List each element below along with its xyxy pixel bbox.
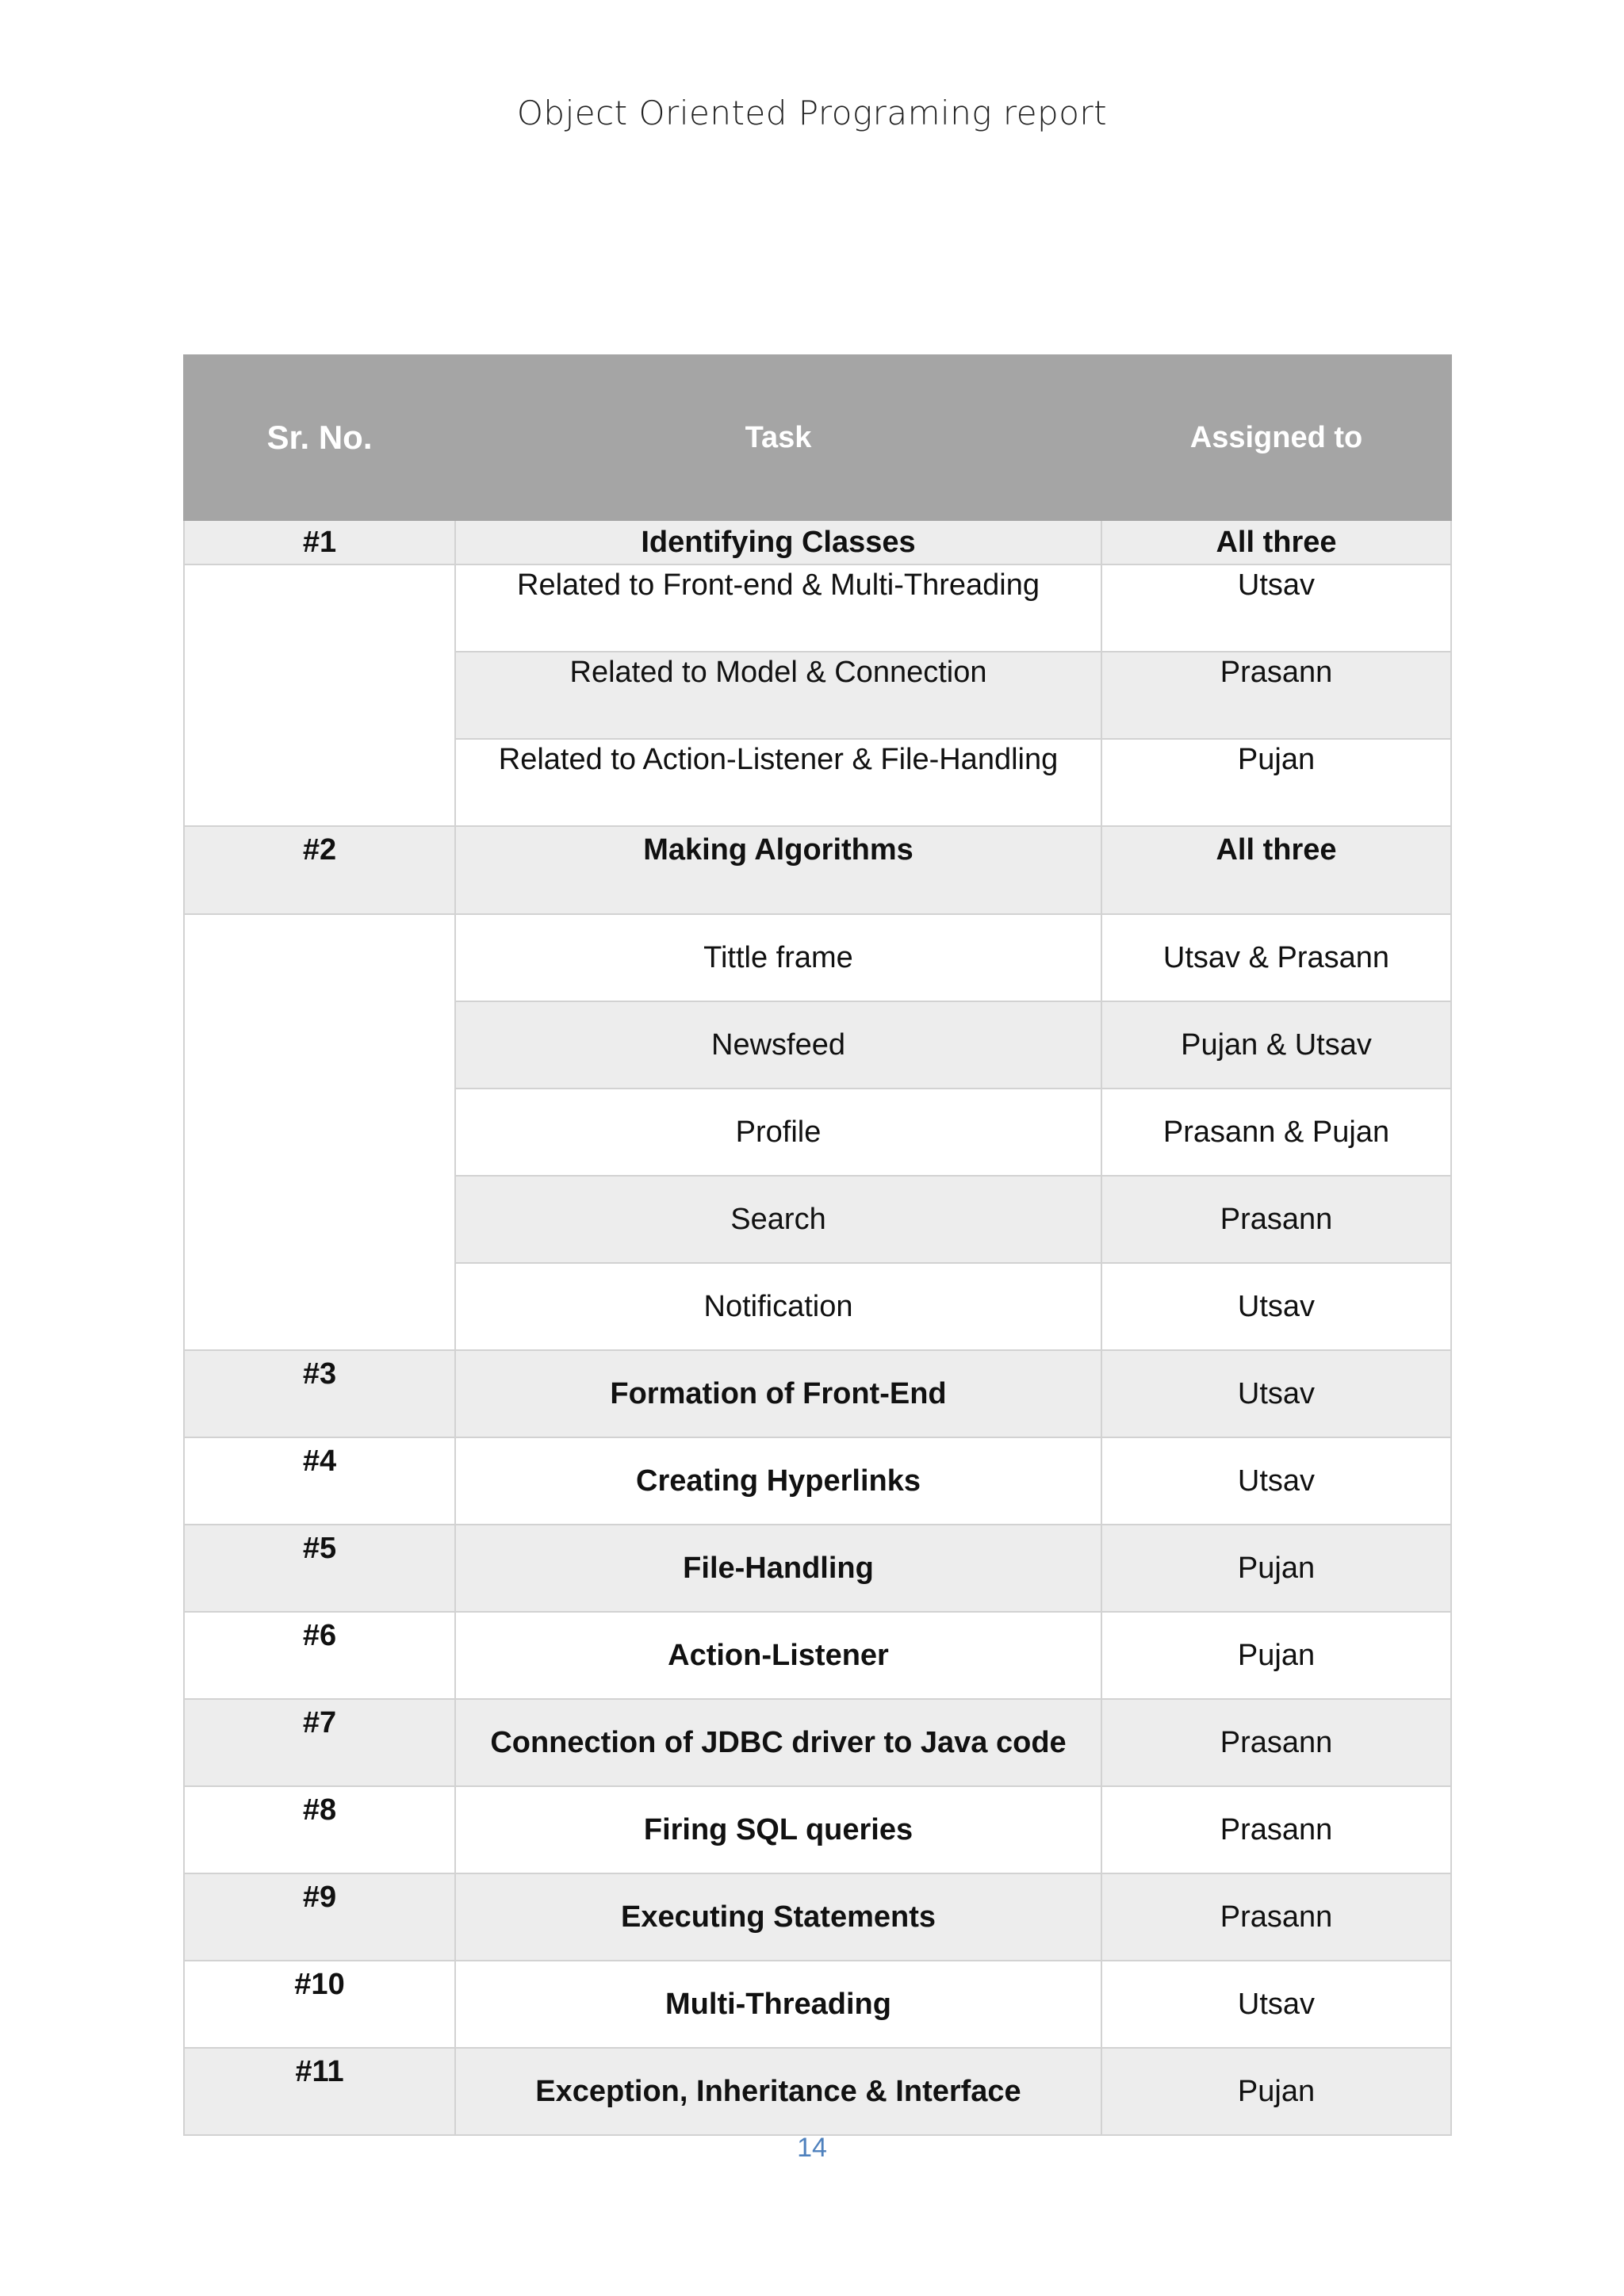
sr-no-cell	[184, 1873, 455, 1961]
column-header-assigned-to: Assigned to	[1101, 355, 1451, 520]
column-header-task: Task	[455, 355, 1101, 520]
assigned-cell: Utsav	[1101, 1350, 1451, 1437]
table-row	[184, 2048, 1451, 2135]
assigned-cell	[1101, 652, 1451, 739]
task-cell: Executing Statements	[455, 1873, 1101, 1961]
sr-no-cell	[184, 1786, 455, 1873]
sr-no-text: #5	[302, 1532, 337, 1565]
assigned-cell	[1101, 826, 1451, 914]
table-row	[184, 1437, 1451, 1525]
task-cell	[455, 564, 1101, 652]
assigned-cell: Utsav	[1101, 1961, 1451, 2048]
assigned-cell: All three	[1101, 520, 1451, 564]
assigned-cell: Pujan & Utsav	[1101, 1001, 1451, 1089]
task-cell: File-Handling	[455, 1525, 1101, 1612]
assigned-cell: Utsav & Prasann	[1101, 914, 1451, 1001]
sr-no-text: #2	[302, 833, 337, 867]
sr-no-cell	[184, 1437, 455, 1525]
sr-no-cell	[184, 1525, 455, 1612]
sr-no-cell-empty	[184, 564, 455, 826]
sr-no-cell	[184, 1699, 455, 1786]
task-cell: Search	[455, 1176, 1101, 1263]
task-cell	[455, 826, 1101, 914]
task-cell: Firing SQL queries	[455, 1786, 1101, 1873]
sr-no-text: #6	[302, 1619, 337, 1652]
assigned-cell: Pujan	[1101, 1612, 1451, 1699]
table-row	[184, 826, 1451, 914]
table-row	[184, 914, 1451, 1001]
sr-no-text: #11	[295, 2055, 344, 2088]
assigned-cell	[1101, 564, 1451, 652]
sr-no-text: #7	[302, 1706, 337, 1739]
assigned-cell: Prasann & Pujan	[1101, 1089, 1451, 1176]
assigned-text: Prasann	[1220, 656, 1333, 689]
assigned-cell: Prasann	[1101, 1699, 1451, 1786]
sr-no-cell-empty	[184, 914, 455, 1350]
sr-no-text: #8	[302, 1793, 337, 1827]
task-cell: Multi-Threading	[455, 1961, 1101, 2048]
assigned-cell	[1101, 739, 1451, 826]
task-cell: Creating Hyperlinks	[455, 1437, 1101, 1525]
assigned-cell: Utsav	[1101, 1263, 1451, 1350]
table-row	[184, 1350, 1451, 1437]
assigned-cell: Utsav	[1101, 1437, 1451, 1525]
task-text: Making Algorithms	[643, 833, 914, 867]
table-row	[184, 1699, 1451, 1786]
table-row	[184, 564, 1451, 652]
task-cell: Identifying Classes	[455, 520, 1101, 564]
task-cell: Notification	[455, 1263, 1101, 1350]
assigned-cell: Prasann	[1101, 1176, 1451, 1263]
table-row	[184, 520, 1451, 564]
sr-no-cell	[184, 1350, 455, 1437]
task-cell: Connection of JDBC driver to Java code	[455, 1699, 1101, 1786]
table-row	[184, 1786, 1451, 1873]
assigned-cell: Pujan	[1101, 2048, 1451, 2135]
sr-no-text: #4	[302, 1445, 337, 1478]
assigned-cell: Pujan	[1101, 1525, 1451, 1612]
task-assignment-table	[183, 354, 1452, 2136]
column-header-sr-no: Sr. No.	[184, 355, 455, 520]
task-cell	[455, 739, 1101, 826]
sr-no-cell: #1	[184, 520, 455, 564]
page-number: 14	[797, 2133, 827, 2163]
task-cell: Profile	[455, 1089, 1101, 1176]
task-text: Related to Action-Listener & File-Handling	[498, 743, 1059, 776]
assigned-text: Pujan	[1237, 743, 1316, 776]
table-header-row	[184, 355, 1451, 520]
assigned-cell: Prasann	[1101, 1786, 1451, 1873]
task-cell: Newsfeed	[455, 1001, 1101, 1089]
task-cell: Exception, Inheritance & Interface	[455, 2048, 1101, 2135]
task-text: Related to Model & Connection	[569, 656, 987, 689]
sr-no-cell	[184, 1961, 455, 2048]
assigned-text: Utsav	[1237, 568, 1316, 602]
table-row	[184, 1525, 1451, 1612]
sr-no-text: #9	[302, 1881, 337, 1914]
sr-no-text: #3	[302, 1357, 337, 1391]
table-row	[184, 1612, 1451, 1699]
assigned-text: All three	[1216, 833, 1337, 867]
assigned-cell: Prasann	[1101, 1873, 1451, 1961]
task-cell	[455, 652, 1101, 739]
sr-no-cell	[184, 826, 455, 914]
sr-no-cell	[184, 2048, 455, 2135]
sr-no-cell	[184, 1612, 455, 1699]
task-text: Related to Front-end & Multi-Threading	[517, 568, 1040, 602]
task-cell: Formation of Front-End	[455, 1350, 1101, 1437]
table-row	[184, 1961, 1451, 2048]
sr-no-text: #10	[294, 1968, 345, 2001]
task-cell: Action-Listener	[455, 1612, 1101, 1699]
page-header-title: Object Oriented Programing report	[516, 94, 1108, 132]
task-cell: Tittle frame	[455, 914, 1101, 1001]
table-row	[184, 1873, 1451, 1961]
